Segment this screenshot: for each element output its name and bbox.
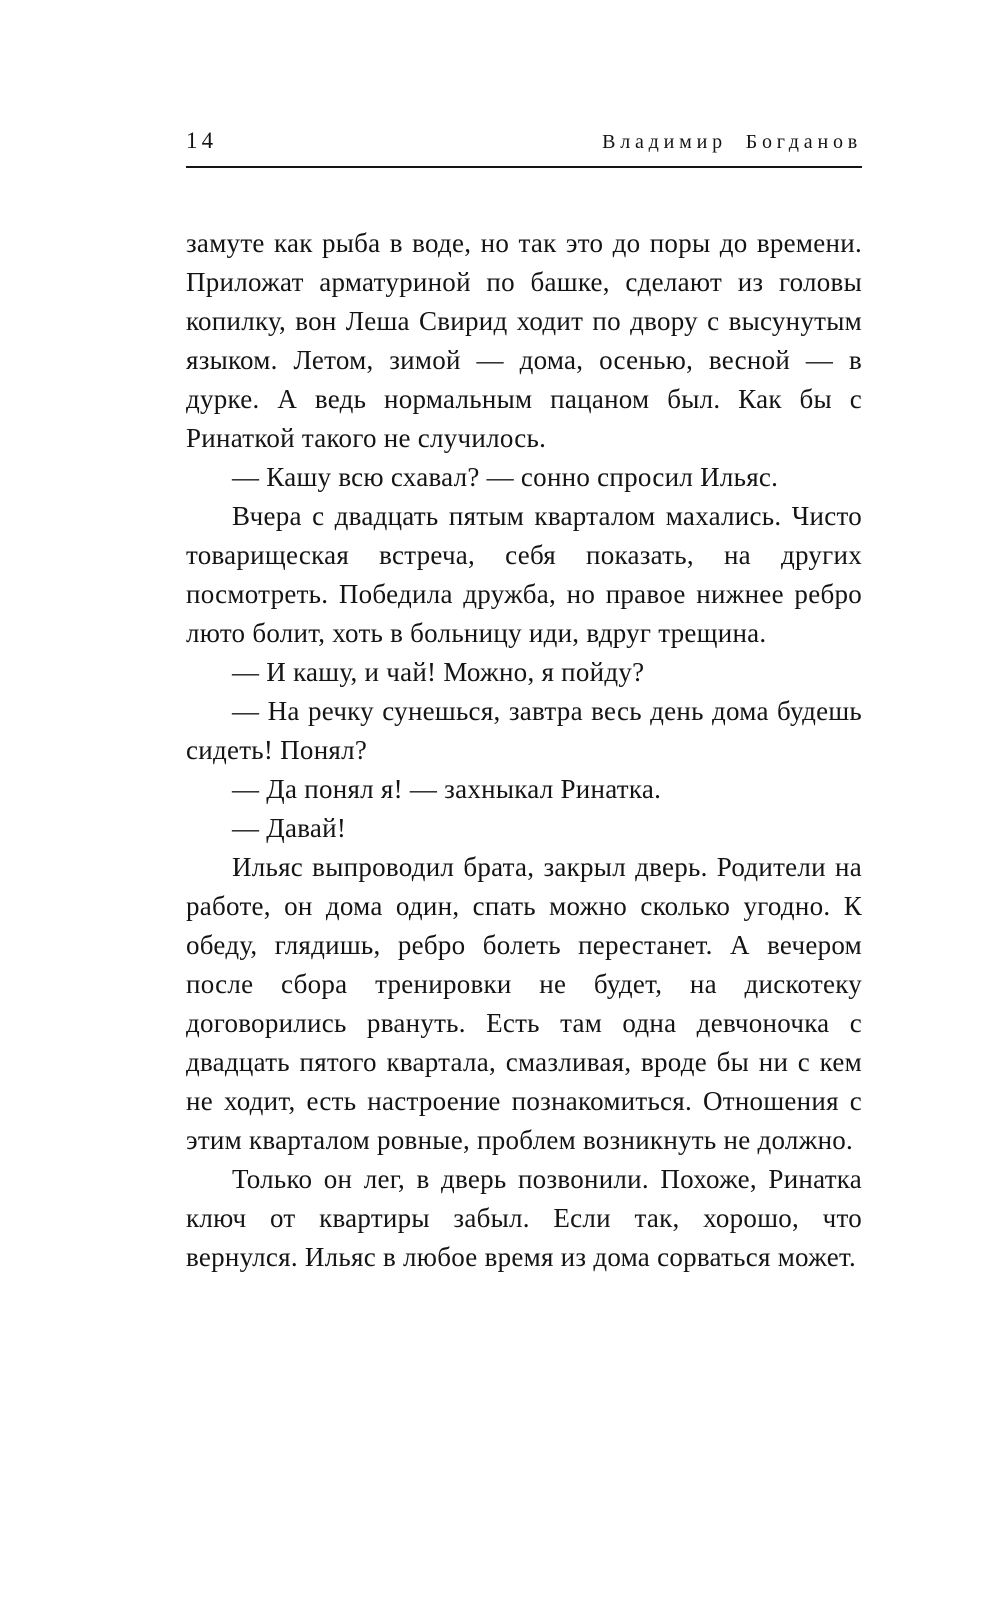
page-body (186, 224, 862, 1277)
page-content (186, 128, 862, 1277)
paragraph-dialogue: — На речку сунешься, завтра весь день дома будешь сидеть! Понял? (186, 696, 862, 765)
paragraph: замуте как рыба в воде, но так это до поры до времени. Приложат арматуриной по башке, сделают из головы копилку, вон Леша Свирид ходит по двору с высунутым языком. Летом, зимой — дома, осенью, весной — в дурке. А ведь нормальным пацаном был. Как бы с Ринаткой такого не случилось. (186, 228, 862, 453)
paragraph-dialogue: — Да понял я! — захныкал Ринатка. (232, 774, 662, 804)
paragraph-dialogue: — И кашу, и чай! Можно, я пойду? (232, 657, 645, 687)
page-number: 14 (186, 128, 218, 153)
page-header (186, 128, 862, 154)
paragraph-dialogue: — Давай! (232, 813, 347, 843)
header-rule (186, 166, 862, 168)
paragraph-dialogue: — Кашу всю схавал? — сонно спросил Ильяс. (232, 462, 779, 492)
running-title: Владимир Богданов (602, 131, 862, 153)
paragraph: Только он лег, в дверь позвонили. Похоже, Ринатка ключ от квартиры забыл. Если так, хорошо, что вернулся. Ильяс в любое время из дома сорваться может. (186, 1164, 862, 1272)
paragraph: Ильяс выпроводил брата, закрыл дверь. Родители на работе, он дома один, спать можно сколько угодно. К обеду, глядишь, ребро болеть перестанет. А вечером после сбора тренировки не будет, на дискотеку договорились рвануть. Есть там одна девчоночка с двадцать пятого квартала, смазливая, вроде бы ни с кем не ходит, есть настроение познакомиться. Отношения с этим кварталом ровные, проблем возникнуть не должно. (186, 852, 862, 1155)
paragraph: Вчера с двадцать пятым кварталом махались. Чисто товарищеская встреча, себя показать, на других посмотреть. Победила дружба, но правое нижнее ребро люто болит, хоть в больницу иди, вдруг трещина. (186, 501, 862, 648)
